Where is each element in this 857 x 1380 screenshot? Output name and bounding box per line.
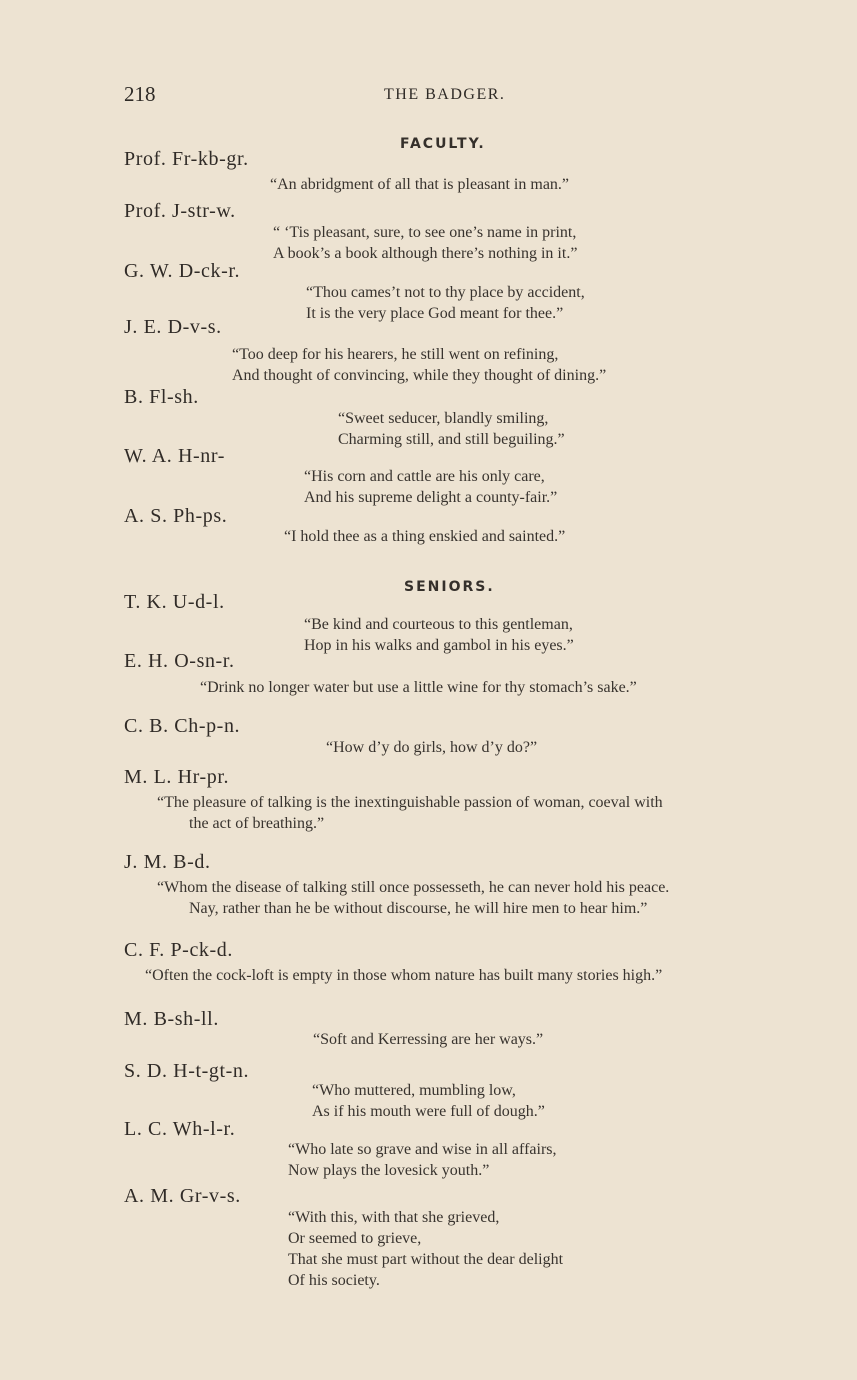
section-heading-seniors: SENIORS. bbox=[404, 579, 495, 595]
entry-quote: “Thou cames’t not to thy place by accident, It is the very place God meant for thee.” bbox=[306, 284, 585, 322]
entry-quote: “With this, with that she grieved, Or seemed to grieve, That she must part without the dear delight Of his society. bbox=[288, 1209, 564, 1289]
entry-quote: “Sweet seducer, blandly smiling, Charming still, and still beguiling.” bbox=[338, 410, 565, 448]
entry-name: S. D. H-t-gt-n. bbox=[124, 1060, 250, 1082]
entry-name: A. M. Gr-v-s. bbox=[124, 1185, 241, 1207]
entry-name: M. B-sh-ll. bbox=[124, 1008, 219, 1030]
entry-quote: “Whom the disease of talking still once possesseth, he can never hold his peace. Nay, rather than he be without discourse, he will hire men to hear him.” bbox=[157, 879, 670, 917]
section-heading-faculty: FACULTY. bbox=[400, 136, 486, 152]
entry-name: L. C. Wh-l-r. bbox=[124, 1118, 236, 1140]
entry-name: Prof. Fr-kb-gr. bbox=[124, 148, 249, 170]
entry-name: T. K. U-d-l. bbox=[124, 591, 225, 613]
entry-name: C. B. Ch-p-n. bbox=[124, 715, 241, 737]
entry-quote: “Soft and Kerressing are her ways.” bbox=[313, 1031, 544, 1048]
entry-quote: “His corn and cattle are his only care, And his supreme delight a county-fair.” bbox=[304, 468, 558, 506]
entry-quote: “I hold thee as a thing enskied and sainted.” bbox=[284, 528, 566, 545]
entry-quote: “ ‘Tis pleasant, sure, to see one’s name in print, A book’s a book although there’s nothing in it.” bbox=[273, 224, 578, 262]
entry-name: J. M. B-d. bbox=[124, 851, 211, 873]
entry-name: C. F. P-ck-d. bbox=[124, 939, 233, 961]
entry-name: G. W. D-ck-r. bbox=[124, 260, 241, 282]
entry-quote: “Be kind and courteous to this gentleman, Hop in his walks and gambol in his eyes.” bbox=[304, 616, 574, 654]
entry-name: W. A. H-nr- bbox=[124, 445, 226, 467]
entry-name: B. Fl-sh. bbox=[124, 386, 199, 408]
entry-name: M. L. Hr-pr. bbox=[124, 766, 230, 788]
entry-name: Prof. J-str-w. bbox=[124, 200, 236, 222]
entry-quote: “Who muttered, mumbling low, As if his mouth were full of dough.” bbox=[312, 1082, 545, 1120]
entry-quote: “Drink no longer water but use a little wine for thy stomach’s sake.” bbox=[200, 679, 637, 696]
entry-quote: “Who late so grave and wise in all affairs, Now plays the lovesick youth.” bbox=[288, 1141, 557, 1179]
entry-quote: “The pleasure of talking is the inextinguishable passion of woman, coeval with the act of breathing.” bbox=[157, 794, 663, 832]
entry-quote: “An abridgment of all that is pleasant in man.” bbox=[270, 176, 570, 193]
entry-quote: “Often the cock-loft is empty in those whom nature has built many stories high.” bbox=[145, 967, 663, 984]
entry-name: A. S. Ph-ps. bbox=[124, 505, 228, 527]
entry-quote: “How d’y do girls, how d’y do?” bbox=[326, 739, 538, 756]
page-number: 218 bbox=[124, 82, 156, 106]
entry-quote: “Too deep for his hearers, he still went on refining, And thought of convincing, while they thought of dining.” bbox=[232, 346, 607, 384]
entry-name: E. H. O-sn-r. bbox=[124, 650, 235, 672]
entry-name: J. E. D-v-s. bbox=[124, 316, 222, 338]
running-title: THE BADGER. bbox=[384, 86, 506, 103]
